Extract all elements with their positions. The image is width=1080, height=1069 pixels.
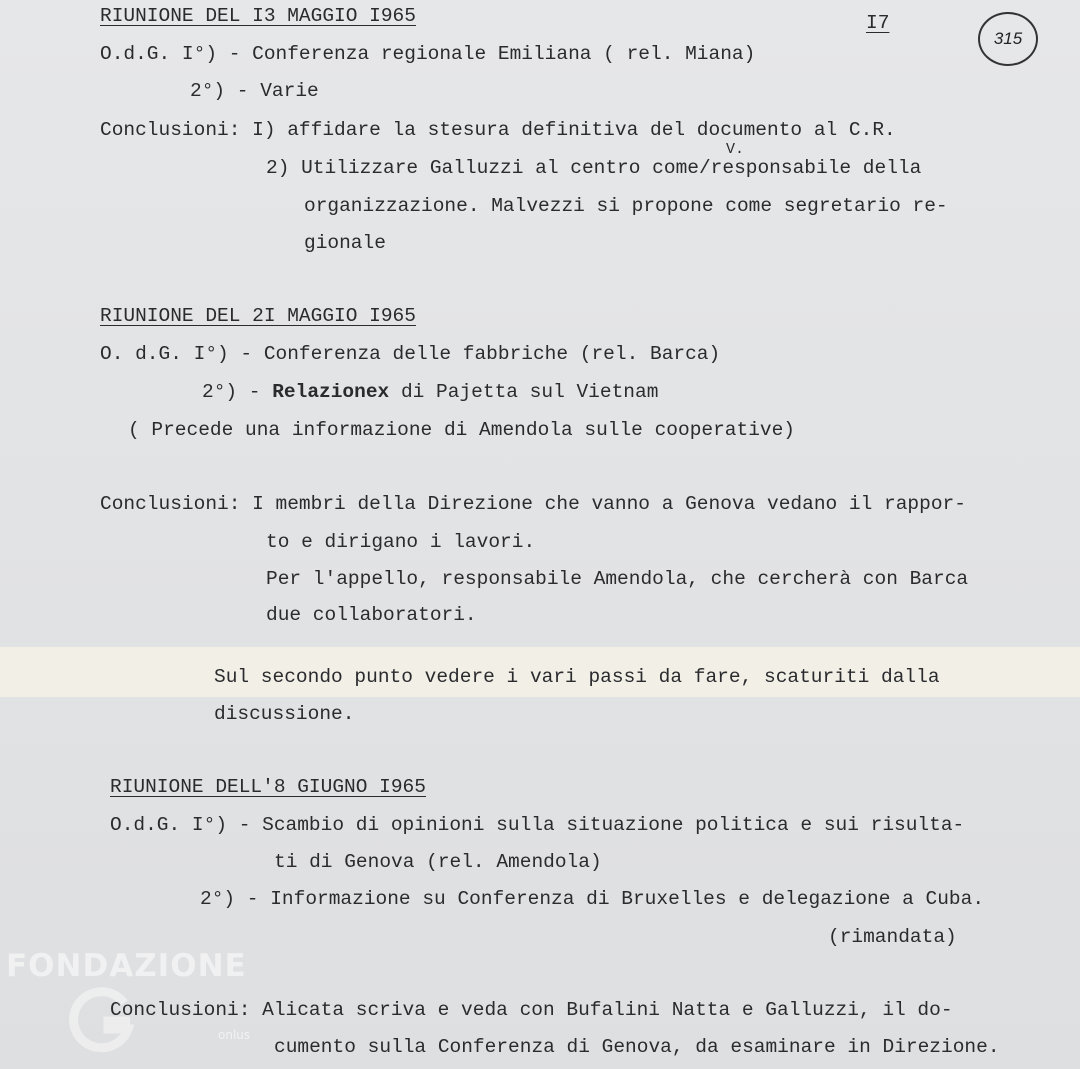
meeting2-secondo-1: Sul secondo punto vedere i vari passi da fare, scaturiti dalla <box>214 666 940 688</box>
meeting3-heading: RIUNIONE DELL'8 GIUGNO I965 <box>110 776 426 798</box>
meeting2-conclusioni-1: Conclusioni: I membri della Direzione che vanno a Genova vedano il rappor- <box>100 493 966 515</box>
meeting2-conclusioni-4: due collaboratori. <box>266 604 477 626</box>
meeting1-odg-1: O.d.G. I°) - Conferenza regionale Emiliana ( rel. Miana) <box>100 43 756 65</box>
meeting1-odg-2: 2°) - Varie <box>190 80 319 102</box>
meeting3-rimandata: (rimandata) <box>828 926 957 948</box>
page-number: I7 <box>866 12 890 34</box>
meeting1-conclusioni-2c: gionale <box>304 232 386 254</box>
meeting3-odg-2: 2°) - Informazione su Conferenza di Bruxelles e delegazione a Cuba. <box>200 888 985 910</box>
meeting1-heading: RIUNIONE DEL I3 MAGGIO I965 <box>100 5 416 27</box>
meeting3-odg-1: O.d.G. I°) - Scambio di opinioni sulla situazione politica e sui risulta- <box>110 814 965 836</box>
stamp-number: 315 <box>993 29 1023 48</box>
meeting1-conclusioni-2a: 2) Utilizzare Galluzzi al centro come/responsabile della <box>266 157 922 179</box>
meeting2-secondo-2: discussione. <box>214 703 355 725</box>
watermark-logo-icon <box>68 985 138 1055</box>
meeting2-odg-1: O. d.G. I°) - Conferenza delle fabbriche (rel. Barca) <box>100 343 721 365</box>
meeting3-conclusioni-2: cumento sulla Conferenza di Genova, da esaminare in Direzione. <box>274 1036 1000 1058</box>
meeting2-precede: ( Precede una informazione di Amendola sulle cooperative) <box>128 419 796 441</box>
meeting2-odg-2-prefix: 2°) - <box>202 381 273 403</box>
meeting2-odg-2-suffix: di Pajetta sul Vietnam <box>389 381 659 403</box>
watermark-logo-text: FONDAZIONE <box>6 948 247 984</box>
meeting1-conclusioni-1: Conclusioni: I) affidare la stesura definitiva del documento al C.R. <box>100 119 896 141</box>
meeting3-odg-1b: ti di Genova (rel. Amendola) <box>274 851 602 873</box>
meeting2-heading: RIUNIONE DEL 2I MAGGIO I965 <box>100 305 416 327</box>
meeting1-conclusioni-2b: organizzazione. Malvezzi si propone come segretario re- <box>304 195 948 217</box>
meeting2-odg-2-bold: Relazionex <box>272 381 390 403</box>
archive-stamp <box>978 12 1038 66</box>
meeting1-handwritten-insert: V. <box>726 141 745 158</box>
meeting3-conclusioni-1: Conclusioni: Alicata scriva e veda con Bufalini Natta e Galluzzi, il do- <box>110 999 953 1021</box>
watermark-sub: onlus <box>218 1028 251 1042</box>
meeting2-conclusioni-3: Per l'appello, responsabile Amendola, che cercherà con Barca <box>266 568 969 590</box>
meeting2-conclusioni-2: to e dirigano i lavori. <box>266 531 536 553</box>
meeting2-odg-2 <box>202 380 658 404</box>
